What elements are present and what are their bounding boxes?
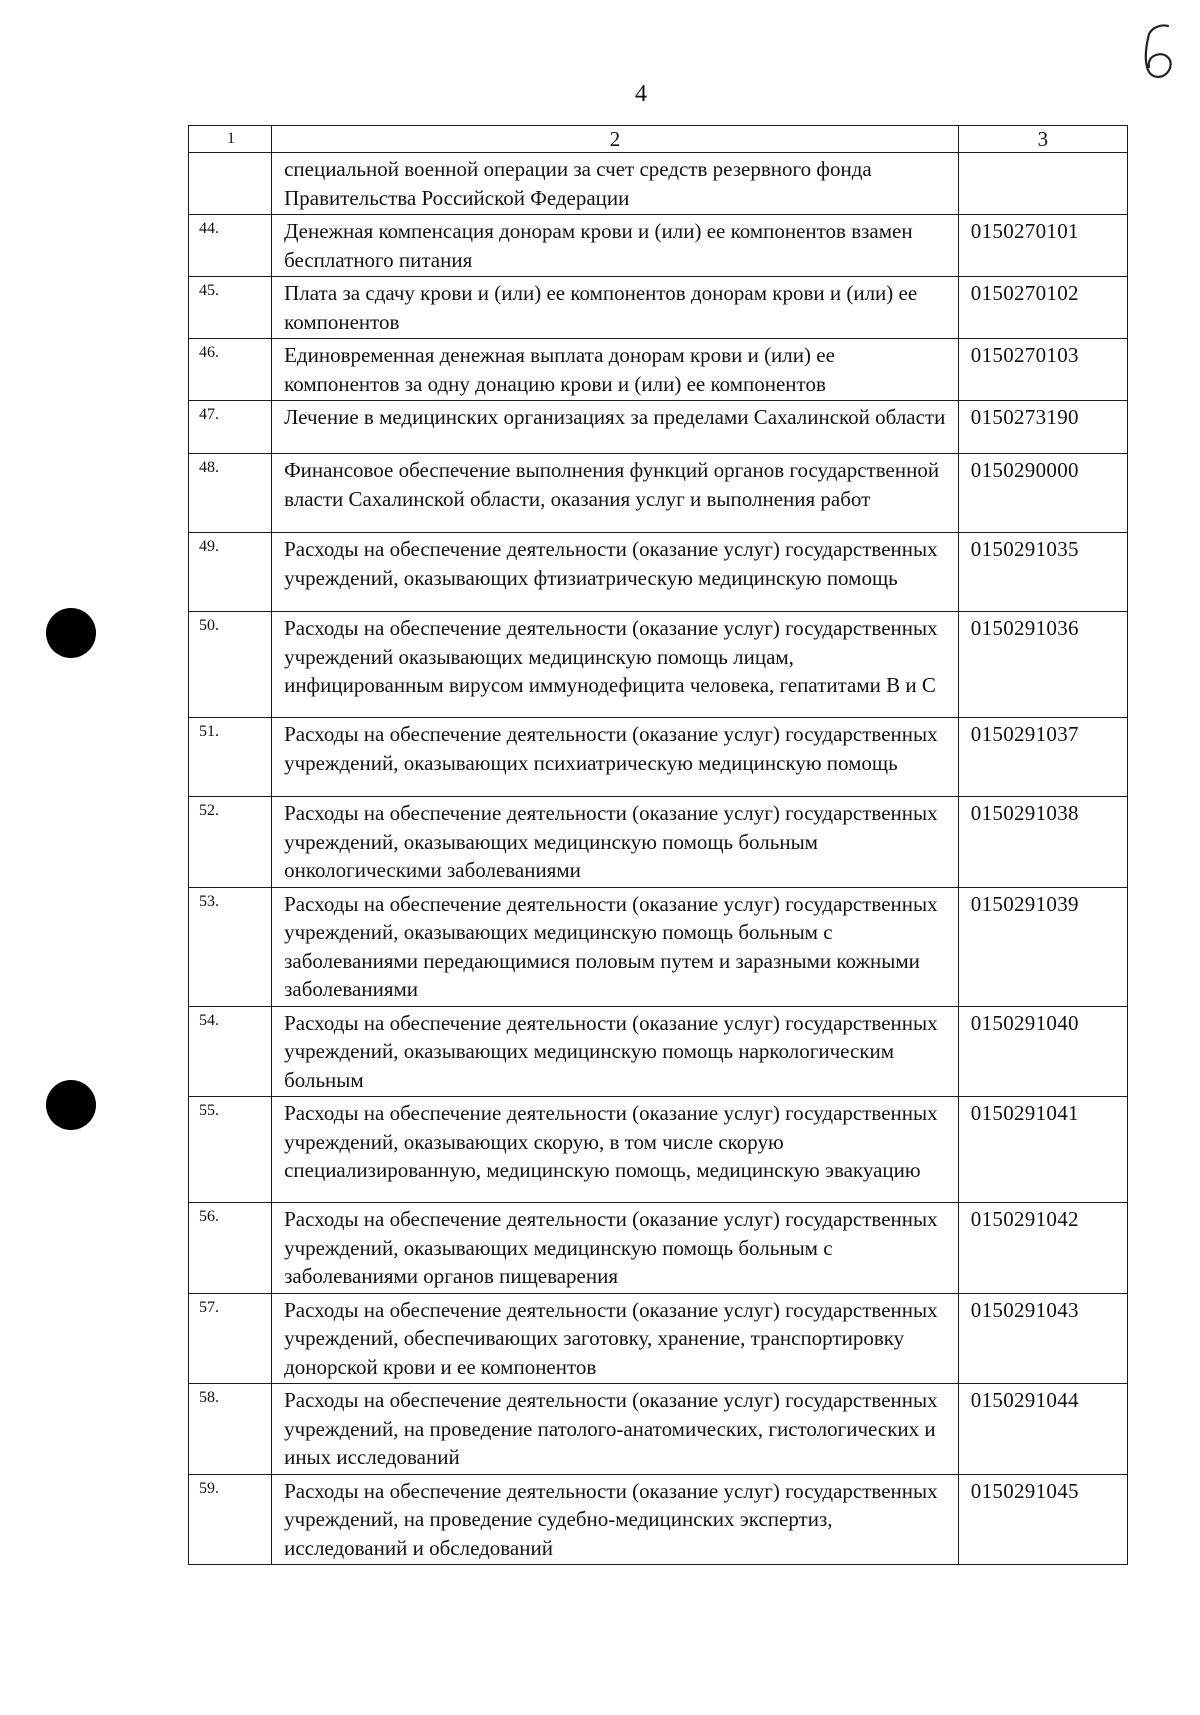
- table-row: [189, 887, 1128, 1006]
- column-header-2: 2: [272, 126, 959, 153]
- row-code: 0150291036: [958, 612, 1127, 718]
- row-number: 54.: [189, 1006, 272, 1097]
- row-number: 50.: [189, 612, 272, 718]
- row-number: 45.: [189, 277, 272, 339]
- table-row: [189, 277, 1128, 339]
- table-row: [189, 1203, 1128, 1294]
- row-code: 0150270102: [958, 277, 1127, 339]
- row-code: 0150291038: [958, 797, 1127, 888]
- row-number: 51.: [189, 718, 272, 797]
- column-header-3: 3: [958, 126, 1127, 153]
- row-code: 0150270101: [958, 215, 1127, 277]
- row-description: Расходы на обеспечение деятельности (оказание услуг) государственных учреждений, оказывающих медицинскую помощь больным с заболеваниями передающимися половым путем и заразными кожными заболеваниями: [272, 887, 959, 1006]
- table-row: [189, 1293, 1128, 1384]
- row-code: 0150291041: [958, 1097, 1127, 1203]
- table-row: [189, 533, 1128, 612]
- classification-table: [188, 125, 1128, 1565]
- row-number: 46.: [189, 339, 272, 401]
- punch-hole: [46, 608, 96, 658]
- row-number: [189, 153, 272, 215]
- row-description: Финансовое обеспечение выполнения функций органов государственной власти Сахалинской области, оказания услуг и выполнения работ: [272, 454, 959, 533]
- row-description: Расходы на обеспечение деятельности (оказание услуг) государственных учреждений, оказывающих медицинскую помощь больным онкологическими заболеваниями: [272, 797, 959, 888]
- table-row: [189, 454, 1128, 533]
- table-row: [189, 153, 1128, 215]
- row-code: 0150270103: [958, 339, 1127, 401]
- row-description: специальной военной операции за счет средств резервного фонда Правительства Российской Федерации: [272, 153, 959, 215]
- row-code: 0150290000: [958, 454, 1127, 533]
- row-number: 53.: [189, 887, 272, 1006]
- table-row: [189, 1384, 1128, 1475]
- row-number: 59.: [189, 1474, 272, 1565]
- table-row: [189, 797, 1128, 888]
- row-description: Расходы на обеспечение деятельности (оказание услуг) государственных учреждений, оказывающих медицинскую помощь наркологическим больным: [272, 1006, 959, 1097]
- row-number: 55.: [189, 1097, 272, 1203]
- row-number: 58.: [189, 1384, 272, 1475]
- punch-hole: [46, 1080, 96, 1130]
- page-number: 4: [635, 81, 647, 107]
- table-row: [189, 612, 1128, 718]
- row-code: 0150291035: [958, 533, 1127, 612]
- row-code: [958, 153, 1127, 215]
- handwritten-page-mark: [1140, 22, 1180, 82]
- row-number: 56.: [189, 1203, 272, 1294]
- table-row: [189, 401, 1128, 454]
- column-header-1: 1: [189, 126, 272, 153]
- row-description: Расходы на обеспечение деятельности (оказание услуг) государственных учреждений, оказывающих фтизиатрическую медицинскую помощь: [272, 533, 959, 612]
- row-description: Расходы на обеспечение деятельности (оказание услуг) государственных учреждений, обеспечивающих заготовку, хранение, транспортировку донорской крови и ее компонентов: [272, 1293, 959, 1384]
- row-code: 0150291040: [958, 1006, 1127, 1097]
- table-row: [189, 718, 1128, 797]
- table-body: [189, 153, 1128, 1565]
- row-number: 57.: [189, 1293, 272, 1384]
- table-row: [189, 1006, 1128, 1097]
- row-code: 0150291044: [958, 1384, 1127, 1475]
- table-row: [189, 1474, 1128, 1565]
- row-code: 0150291045: [958, 1474, 1127, 1565]
- row-description: Расходы на обеспечение деятельности (оказание услуг) государственных учреждений, на проведение патолого-анатомических, гистологических и иных исследований: [272, 1384, 959, 1475]
- row-description: Расходы на обеспечение деятельности (оказание услуг) государственных учреждений оказывающих медицинскую помощь лицам, инфицированным вирусом иммунодефицита человека, гепатитами В и С: [272, 612, 959, 718]
- row-number: 44.: [189, 215, 272, 277]
- table-row: [189, 215, 1128, 277]
- row-description: Расходы на обеспечение деятельности (оказание услуг) государственных учреждений, оказывающих медицинскую помощь больным с заболеваниями органов пищеварения: [272, 1203, 959, 1294]
- row-description: Денежная компенсация донорам крови и (или) ее компонентов взамен бесплатного питания: [272, 215, 959, 277]
- table-header-row: [189, 126, 1128, 153]
- row-code: 0150291037: [958, 718, 1127, 797]
- row-description: Плата за сдачу крови и (или) ее компонентов донорам крови и (или) ее компонентов: [272, 277, 959, 339]
- row-code: 0150291043: [958, 1293, 1127, 1384]
- row-number: 48.: [189, 454, 272, 533]
- row-description: Расходы на обеспечение деятельности (оказание услуг) государственных учреждений, оказывающих скорую, в том числе скорую специализированную, медицинскую помощь, медицинскую эвакуацию: [272, 1097, 959, 1203]
- row-description: Расходы на обеспечение деятельности (оказание услуг) государственных учреждений, оказывающих психиатрическую медицинскую помощь: [272, 718, 959, 797]
- row-code: 0150291039: [958, 887, 1127, 1006]
- row-description: Лечение в медицинских организациях за пределами Сахалинской области: [272, 401, 959, 454]
- row-code: 0150291042: [958, 1203, 1127, 1294]
- row-number: 52.: [189, 797, 272, 888]
- row-code: 0150273190: [958, 401, 1127, 454]
- table-row: [189, 339, 1128, 401]
- row-number: 49.: [189, 533, 272, 612]
- table-row: [189, 1097, 1128, 1203]
- row-number: 47.: [189, 401, 272, 454]
- row-description: Расходы на обеспечение деятельности (оказание услуг) государственных учреждений, на проведение судебно-медицинских экспертиз, исследований и обследований: [272, 1474, 959, 1565]
- row-description: Единовременная денежная выплата донорам крови и (или) ее компонентов за одну донацию крови и (или) ее компонентов: [272, 339, 959, 401]
